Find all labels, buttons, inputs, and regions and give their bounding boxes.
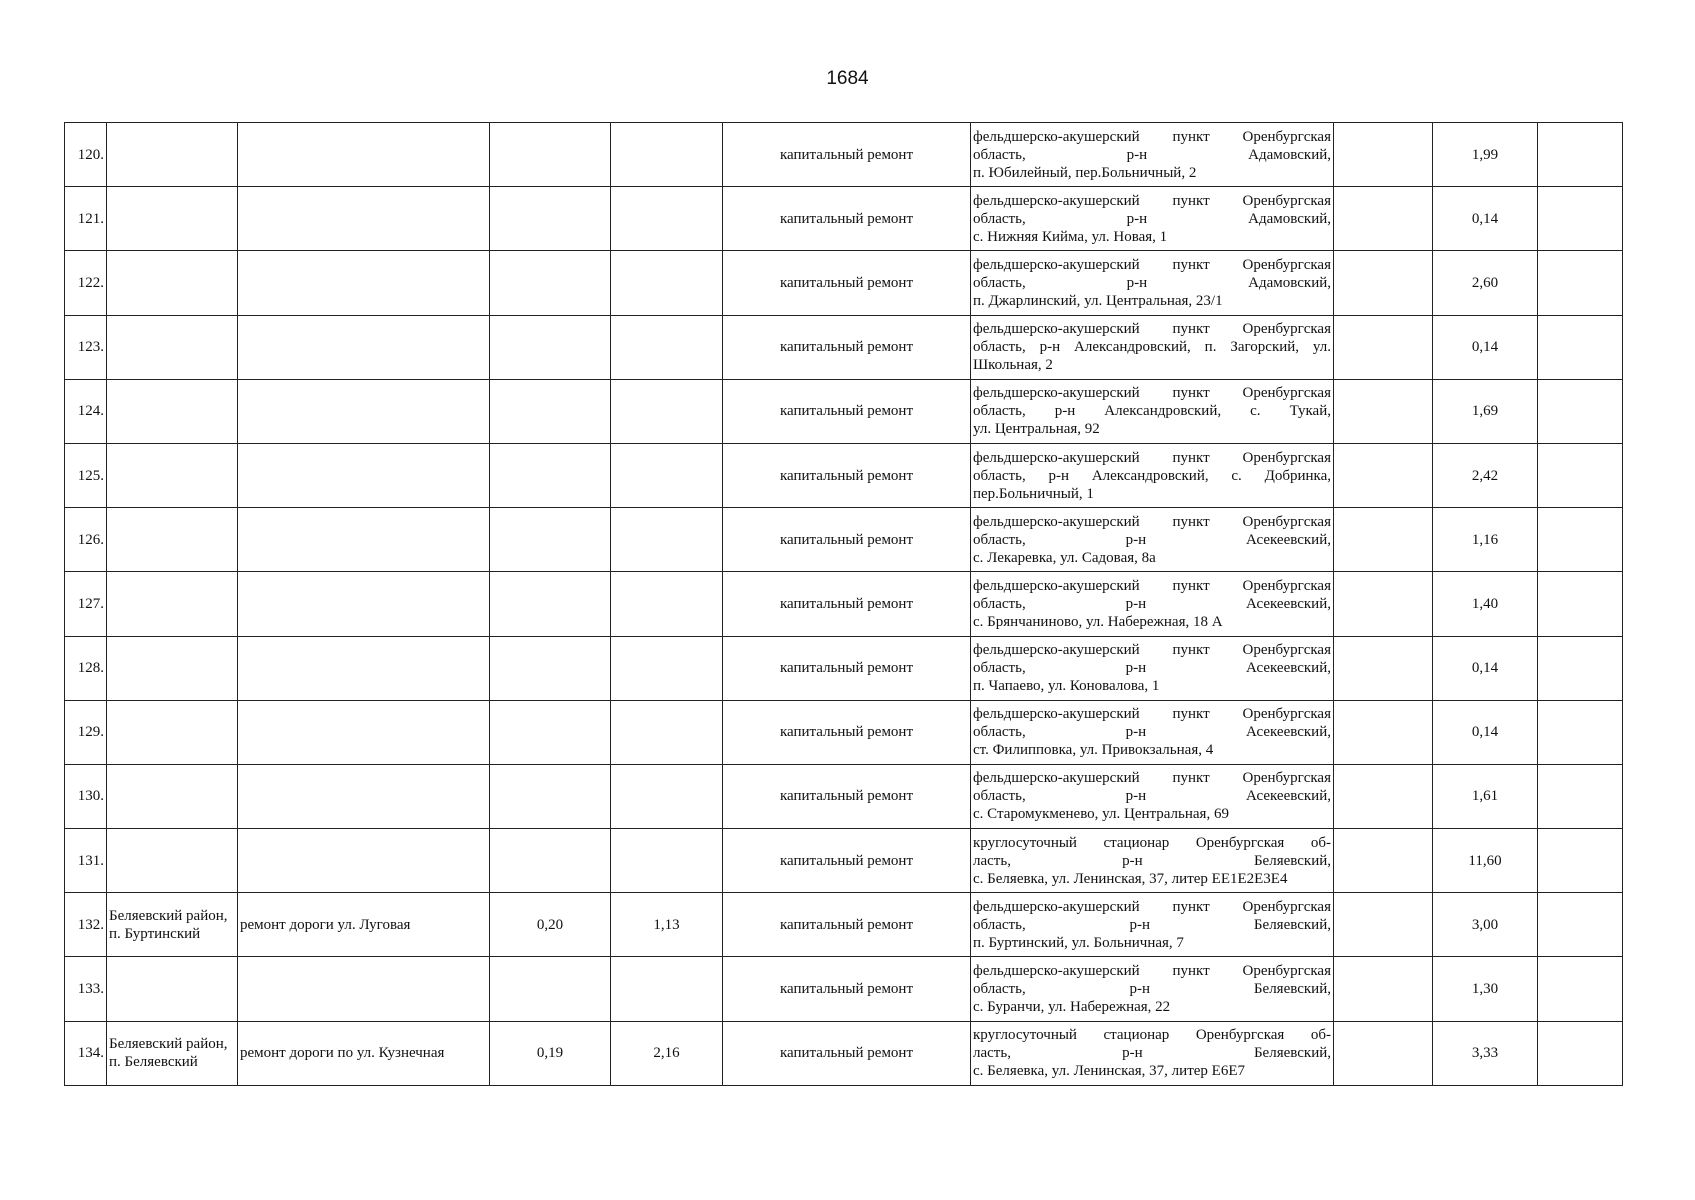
object-address-cell	[971, 187, 1334, 251]
address-line: фельдшерско-акушерский пункт Оренбургская	[973, 321, 1331, 338]
address-line: п. Юбилейный, пер.Больничный, 2	[973, 164, 1197, 181]
work-type-cell: капитальный ремонт	[723, 572, 971, 636]
work-type-cell: капитальный ремонт	[723, 764, 971, 828]
amount-cell: 1,16	[1433, 508, 1538, 572]
work-type-cell: капитальный ремонт	[723, 251, 971, 315]
empty-cell	[1334, 315, 1433, 379]
value-2-cell: 1,13	[611, 893, 723, 957]
empty-cell	[1334, 700, 1433, 764]
address-line: с. Брянчаниново, ул. Набережная, 18 А	[973, 613, 1223, 630]
table-row	[65, 379, 1623, 443]
object-address-cell	[971, 829, 1334, 893]
value-1-cell	[490, 379, 611, 443]
value-1-cell	[490, 187, 611, 251]
road-work-cell	[238, 315, 490, 379]
road-work-cell	[238, 636, 490, 700]
value-2-cell	[611, 379, 723, 443]
empty-cell	[1334, 764, 1433, 828]
object-address-cell	[971, 957, 1334, 1021]
road-work-cell	[238, 572, 490, 636]
work-type-cell: капитальный ремонт	[723, 508, 971, 572]
address-line: область, р-н Беляевский,	[973, 916, 1331, 933]
object-address-cell	[971, 123, 1334, 187]
district-cell	[107, 764, 238, 828]
address-line: область, р-н Асекеевский,	[973, 724, 1331, 741]
table-row	[65, 829, 1623, 893]
empty-cell	[1538, 764, 1623, 828]
object-address-cell	[971, 1021, 1334, 1085]
empty-cell	[1334, 123, 1433, 187]
district-cell	[107, 508, 238, 572]
table-row	[65, 893, 1623, 957]
work-type-cell: капитальный ремонт	[723, 123, 971, 187]
value-2-cell	[611, 508, 723, 572]
address-line: область, р-н Беляевский,	[973, 981, 1331, 998]
object-address-cell	[971, 508, 1334, 572]
row-number: 124.	[65, 379, 107, 443]
row-number: 125.	[65, 443, 107, 507]
table-row	[65, 187, 1623, 251]
road-work-cell	[238, 957, 490, 1021]
work-type-cell: капитальный ремонт	[723, 187, 971, 251]
district-cell	[107, 315, 238, 379]
address-line: фельдшерско-акушерский пункт Оренбургская	[973, 256, 1331, 273]
work-type-cell: капитальный ремонт	[723, 700, 971, 764]
district-cell	[107, 443, 238, 507]
amount-cell: 11,60	[1433, 829, 1538, 893]
work-type-cell: капитальный ремонт	[723, 443, 971, 507]
address-line: ласть, р-н Беляевский,	[973, 852, 1331, 869]
address-line: с. Старомукменево, ул. Центральная, 69	[973, 806, 1229, 823]
table-row	[65, 957, 1623, 1021]
table-row	[65, 572, 1623, 636]
address-line: круглосуточный стационар Оренбургская об-	[973, 1027, 1331, 1044]
road-work-cell	[238, 829, 490, 893]
empty-cell	[1538, 636, 1623, 700]
amount-cell: 0,14	[1433, 636, 1538, 700]
object-address-cell	[971, 251, 1334, 315]
value-2-cell	[611, 443, 723, 507]
value-2-cell	[611, 251, 723, 315]
district-cell	[107, 123, 238, 187]
district-cell	[107, 636, 238, 700]
amount-cell: 1,30	[1433, 957, 1538, 1021]
row-number: 129.	[65, 700, 107, 764]
table-row	[65, 1021, 1623, 1085]
value-2-cell	[611, 957, 723, 1021]
value-1-cell	[490, 315, 611, 379]
work-type-cell: капитальный ремонт	[723, 379, 971, 443]
value-2-cell	[611, 700, 723, 764]
address-line: с. Буранчи, ул. Набережная, 22	[973, 999, 1171, 1016]
empty-cell	[1334, 893, 1433, 957]
table-row	[65, 123, 1623, 187]
object-address-cell	[971, 764, 1334, 828]
work-type-cell: капитальный ремонт	[723, 315, 971, 379]
address-line: фельдшерско-акушерский пункт Оренбургская	[973, 706, 1331, 723]
empty-cell	[1538, 829, 1623, 893]
value-1-cell	[490, 443, 611, 507]
district-cell	[107, 187, 238, 251]
table-row	[65, 764, 1623, 828]
row-number: 126.	[65, 508, 107, 572]
empty-cell	[1334, 572, 1433, 636]
amount-cell: 3,00	[1433, 893, 1538, 957]
amount-cell: 3,33	[1433, 1021, 1538, 1085]
value-1-cell	[490, 636, 611, 700]
empty-cell	[1538, 700, 1623, 764]
amount-cell: 2,42	[1433, 443, 1538, 507]
work-type-cell: капитальный ремонт	[723, 957, 971, 1021]
value-1-cell	[490, 251, 611, 315]
value-1-cell	[490, 764, 611, 828]
address-line: с. Беляевка, ул. Ленинская, 37, литер ЕЕ1Е2Е3Е4	[973, 870, 1288, 887]
district-cell	[107, 251, 238, 315]
value-2-cell	[611, 829, 723, 893]
empty-cell	[1538, 957, 1623, 1021]
road-work-cell	[238, 700, 490, 764]
address-line: ст. Филипповка, ул. Привокзальная, 4	[973, 742, 1214, 759]
address-line: фельдшерско-акушерский пункт Оренбургская	[973, 577, 1331, 594]
row-number: 130.	[65, 764, 107, 828]
value-2-cell	[611, 123, 723, 187]
empty-cell	[1538, 508, 1623, 572]
address-line: п. Джарлинский, ул. Центральная, 23/1	[973, 292, 1223, 309]
address-line: фельдшерско-акушерский пункт Оренбургская	[973, 449, 1331, 466]
address-line: фельдшерско-акушерский пункт Оренбургская	[973, 642, 1331, 659]
address-line: Школьная, 2	[973, 357, 1053, 374]
road-work-cell	[238, 123, 490, 187]
amount-cell: 1,99	[1433, 123, 1538, 187]
work-type-cell: капитальный ремонт	[723, 893, 971, 957]
address-line: область, р-н Александровский, п. Загорский, ул.	[973, 339, 1331, 356]
address-line: пер.Больничный, 1	[973, 485, 1094, 502]
empty-cell	[1334, 636, 1433, 700]
road-work-cell: ремонт дороги ул. Луговая	[238, 893, 490, 957]
empty-cell	[1334, 251, 1433, 315]
address-line: п. Буртинский, ул. Больничная, 7	[973, 934, 1184, 951]
table-row	[65, 315, 1623, 379]
amount-cell: 1,40	[1433, 572, 1538, 636]
value-1-cell	[490, 572, 611, 636]
road-work-cell	[238, 508, 490, 572]
table-body	[65, 123, 1623, 1086]
row-number: 134.	[65, 1021, 107, 1085]
empty-cell	[1334, 379, 1433, 443]
road-work-cell	[238, 764, 490, 828]
empty-cell	[1334, 1021, 1433, 1085]
empty-cell	[1334, 443, 1433, 507]
district-cell: Беляевский район, п. Буртинский	[107, 893, 238, 957]
district-cell	[107, 700, 238, 764]
address-line: фельдшерско-акушерский пункт Оренбургская	[973, 128, 1331, 145]
district-cell	[107, 829, 238, 893]
address-line: фельдшерско-акушерский пункт Оренбургская	[973, 192, 1331, 209]
district-cell	[107, 379, 238, 443]
district-cell: Беляевский район, п. Беляевский	[107, 1021, 238, 1085]
table-row	[65, 251, 1623, 315]
address-line: область, р-н Асекеевский,	[973, 660, 1331, 677]
empty-cell	[1538, 893, 1623, 957]
registry-table	[64, 122, 1623, 1086]
address-line: область, р-н Александровский, с. Тукай,	[973, 403, 1331, 420]
object-address-cell	[971, 636, 1334, 700]
address-line: с. Нижняя Кийма, ул. Новая, 1	[973, 228, 1168, 245]
value-1-cell	[490, 123, 611, 187]
address-line: область, р-н Александровский, с. Добринка,	[973, 467, 1331, 484]
object-address-cell	[971, 379, 1334, 443]
value-2-cell	[611, 636, 723, 700]
address-line: область, р-н Адамовский,	[973, 146, 1331, 163]
object-address-cell	[971, 572, 1334, 636]
empty-cell	[1538, 1021, 1623, 1085]
address-line: ласть, р-н Беляевский,	[973, 1045, 1331, 1062]
row-number: 131.	[65, 829, 107, 893]
work-type-cell: капитальный ремонт	[723, 829, 971, 893]
value-2-cell	[611, 764, 723, 828]
amount-cell: 0,14	[1433, 700, 1538, 764]
row-number: 132.	[65, 893, 107, 957]
empty-cell	[1334, 829, 1433, 893]
row-number: 127.	[65, 572, 107, 636]
value-1-cell	[490, 700, 611, 764]
address-line: фельдшерско-акушерский пункт Оренбургская	[973, 513, 1331, 530]
value-1-cell: 0,19	[490, 1021, 611, 1085]
address-line: фельдшерско-акушерский пункт Оренбургская	[973, 898, 1331, 915]
row-number: 128.	[65, 636, 107, 700]
work-type-cell: капитальный ремонт	[723, 1021, 971, 1085]
object-address-cell	[971, 443, 1334, 507]
value-1-cell	[490, 508, 611, 572]
row-number: 120.	[65, 123, 107, 187]
address-line: область, р-н Асекеевский,	[973, 788, 1331, 805]
address-line: ул. Центральная, 92	[973, 421, 1100, 438]
object-address-cell	[971, 893, 1334, 957]
row-number: 123.	[65, 315, 107, 379]
value-2-cell	[611, 315, 723, 379]
empty-cell	[1538, 315, 1623, 379]
road-work-cell	[238, 379, 490, 443]
amount-cell: 0,14	[1433, 187, 1538, 251]
road-work-cell	[238, 443, 490, 507]
empty-cell	[1538, 443, 1623, 507]
value-2-cell: 2,16	[611, 1021, 723, 1085]
road-work-cell: ремонт дороги по ул. Кузнечная	[238, 1021, 490, 1085]
address-line: с. Лекаревка, ул. Садовая, 8а	[973, 549, 1156, 566]
road-work-cell	[238, 251, 490, 315]
amount-cell: 2,60	[1433, 251, 1538, 315]
empty-cell	[1538, 123, 1623, 187]
row-number: 121.	[65, 187, 107, 251]
empty-cell	[1334, 957, 1433, 1021]
object-address-cell	[971, 700, 1334, 764]
amount-cell: 0,14	[1433, 315, 1538, 379]
value-2-cell	[611, 187, 723, 251]
table-row	[65, 508, 1623, 572]
table-row	[65, 636, 1623, 700]
value-1-cell	[490, 957, 611, 1021]
address-line: фельдшерско-акушерский пункт Оренбургская	[973, 770, 1331, 787]
empty-cell	[1334, 187, 1433, 251]
address-line: круглосуточный стационар Оренбургская об-	[973, 834, 1331, 851]
row-number: 133.	[65, 957, 107, 1021]
empty-cell	[1538, 572, 1623, 636]
row-number: 122.	[65, 251, 107, 315]
value-1-cell	[490, 829, 611, 893]
address-line: область, р-н Адамовский,	[973, 210, 1331, 227]
amount-cell: 1,61	[1433, 764, 1538, 828]
object-address-cell	[971, 315, 1334, 379]
address-line: п. Чапаево, ул. Коновалова, 1	[973, 678, 1160, 695]
table-row	[65, 443, 1623, 507]
district-cell	[107, 572, 238, 636]
address-line: фельдшерско-акушерский пункт Оренбургская	[973, 385, 1331, 402]
address-line: с. Беляевка, ул. Ленинская, 37, литер Е6Е7	[973, 1063, 1245, 1080]
district-cell	[107, 957, 238, 1021]
address-line: область, р-н Асекеевский,	[973, 531, 1331, 548]
work-type-cell: капитальный ремонт	[723, 636, 971, 700]
value-2-cell	[611, 572, 723, 636]
address-line: фельдшерско-акушерский пункт Оренбургская	[973, 963, 1331, 980]
empty-cell	[1538, 187, 1623, 251]
empty-cell	[1538, 379, 1623, 443]
table-row	[65, 700, 1623, 764]
empty-cell	[1538, 251, 1623, 315]
value-1-cell: 0,20	[490, 893, 611, 957]
page-number: 1684	[826, 68, 869, 89]
empty-cell	[1334, 508, 1433, 572]
road-work-cell	[238, 187, 490, 251]
address-line: область, р-н Адамовский,	[973, 274, 1331, 291]
address-line: область, р-н Асекеевский,	[973, 595, 1331, 612]
amount-cell: 1,69	[1433, 379, 1538, 443]
